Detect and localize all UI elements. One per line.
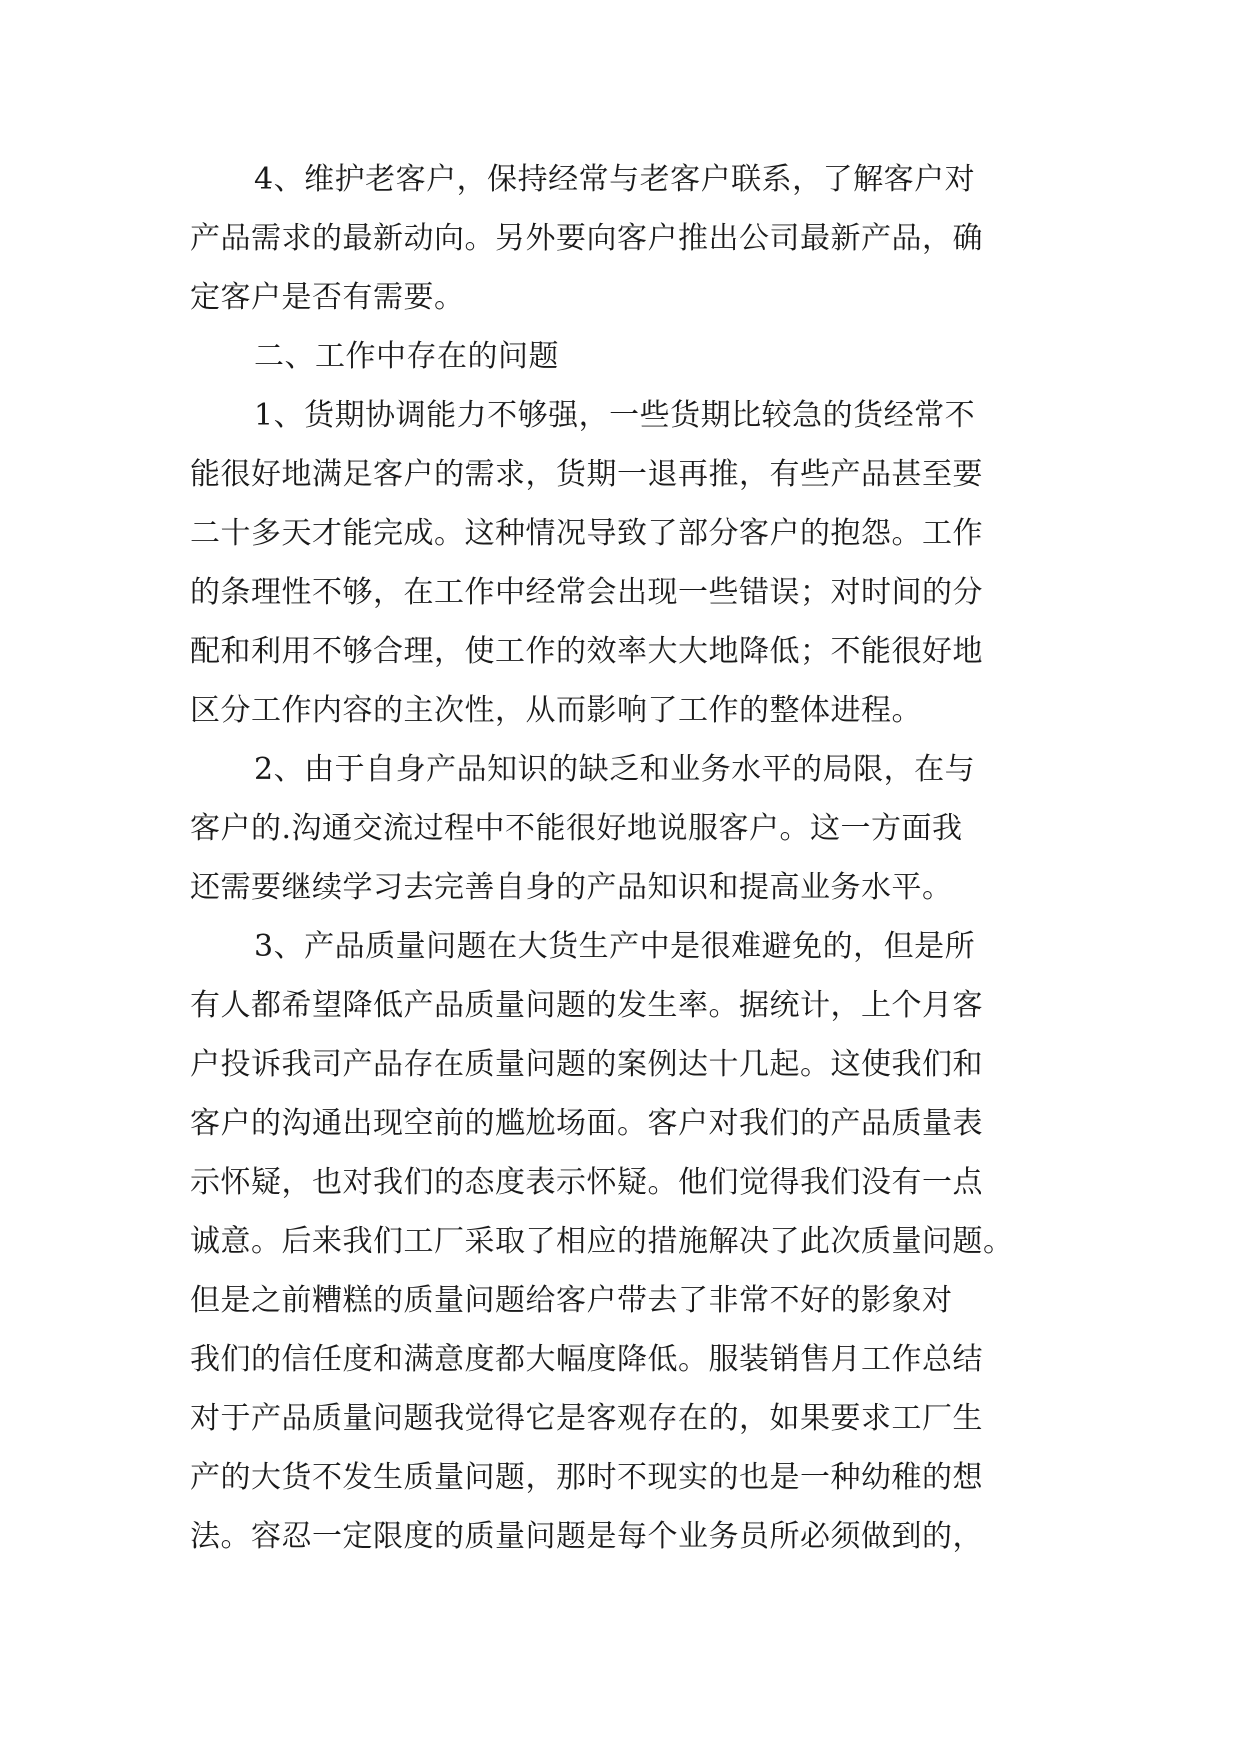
text-line: 2、由于自身产品知识的缺乏和业务水平的局限，在与	[254, 752, 976, 787]
text-line: 配和利用不够合理，使工作的效率大大地降低；不能很好地	[190, 634, 983, 669]
text-line: 区分工作内容的主次性，从而影响了工作的整体进程。	[190, 693, 922, 728]
text-line: 定客户是否有需要。	[190, 280, 465, 315]
text-line: 客户的沟通出现空前的尴尬场面。客户对我们的产品质量表	[190, 1106, 983, 1141]
text-line: 示怀疑，也对我们的态度表示怀疑。他们觉得我们没有一点	[190, 1165, 983, 1200]
text-line: 产的大货不发生质量问题，那时不现实的也是一种幼稚的想	[190, 1460, 983, 1495]
text-line: 1、货期协调能力不够强，一些货期比较急的货经常不	[254, 398, 976, 433]
text-line: 户投诉我司产品存在质量问题的案例达十几起。这使我们和	[190, 1047, 983, 1082]
text-line: 法。容忍一定限度的质量问题是每个业务员所必须做到的，	[190, 1519, 983, 1554]
text-line: 的条理性不够，在工作中经常会出现一些错误；对时间的分	[190, 575, 983, 610]
text-line: 有人都希望降低产品质量问题的发生率。据统计，上个月客	[190, 988, 983, 1023]
text-line: 能很好地满足客户的需求，货期一退再推，有些产品甚至要	[190, 457, 983, 492]
text-line: 4、维护老客户，保持经常与老客户联系，了解客户对	[254, 162, 976, 197]
text-line: 客户的.沟通交流过程中不能很好地说服客户。这一方面我	[190, 811, 963, 846]
text-line: 我们的信任度和满意度都大幅度降低。服装销售月工作总结	[190, 1342, 983, 1377]
text-line: 但是之前糟糕的质量问题给客户带去了非常不好的影象对	[190, 1283, 953, 1318]
text-line: 产品需求的最新动向。另外要向客户推出公司最新产品，确	[190, 221, 983, 256]
section-heading: 二、工作中存在的问题	[254, 339, 559, 374]
body-text	[190, 150, 1070, 1566]
text-line: 还需要继续学习去完善自身的产品知识和提高业务水平。	[190, 870, 953, 905]
text-line: 对于产品质量问题我觉得它是客观存在的，如果要求工厂生	[190, 1401, 983, 1436]
text-line: 诚意。后来我们工厂采取了相应的措施解决了此次质量问题。	[190, 1224, 1014, 1259]
text-line: 3、产品质量问题在大货生产中是很难避免的，但是所	[254, 929, 976, 964]
text-line: 二十多天才能完成。这种情况导致了部分客户的抱怨。工作	[190, 516, 983, 551]
